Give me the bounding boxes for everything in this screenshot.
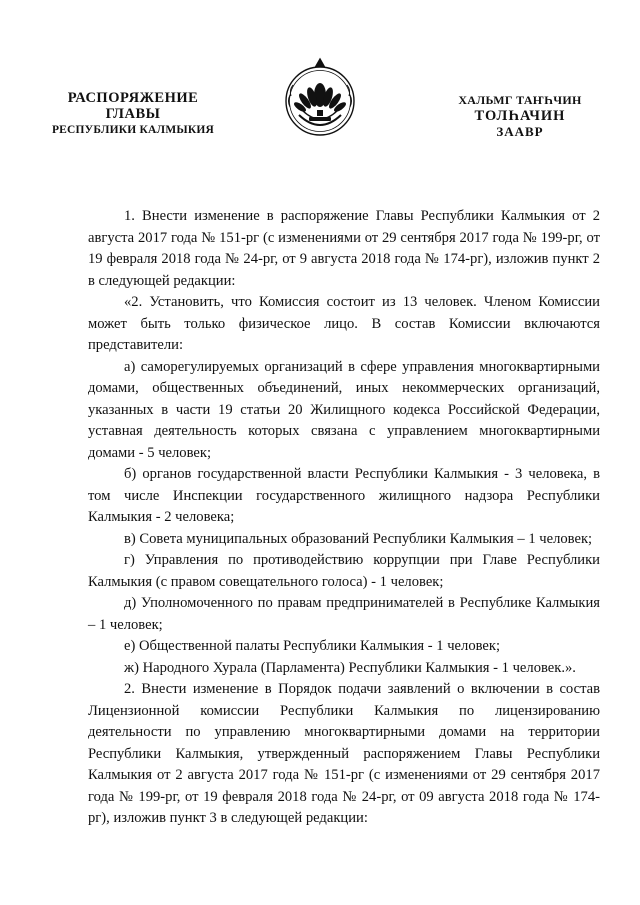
document-body <box>88 206 600 830</box>
paragraph-1: 1. Внести изменение в распоряжение Главы Республики Калмыкия от 2 августа 2017 года № 151-рг (с изменениями от 29 сентября 2017 года № 199-рг, от 19 февраля 2018 года № 24-рг, от 9 августа 2018 года № 174-рг), изложив пункт 2 в следующей редакции: <box>88 208 600 289</box>
header-left-line-3: РЕСПУБЛИКИ КАЛМЫКИЯ <box>51 124 215 136</box>
paragraph-item-b: б) органов государственной власти Республики Калмыкия - 3 человека, в том числе Инспекции государственного жилищного надзора Республики Калмыкия - 2 человека; <box>88 466 600 525</box>
paragraph-item-v: в) Совета муниципальных образований Республики Калмыкия – 1 человек; <box>124 530 593 547</box>
paragraph-2: «2. Установить, что Комиссия состоит из 13 человек. Членом Комиссии может быть только физическое лицо. В состав Комиссии включаются представители: <box>88 294 600 353</box>
paragraph-item-g: г) Управления по противодействию коррупции при Главе Республики Калмыкия (с правом совещательного голоса) - 1 человек; <box>88 552 600 590</box>
paragraph-2-main: 2. Внести изменение в Порядок подачи заявлений о включении в состав Лицензионной комиссии Республики Калмыкия по лицензированию деятельности по управлению многоквартирными домами на территории Республики Калмыкия, утвержденный распоряжением Главы Республики Калмыкия от 2 августа 2017 года № 151-рг (с изменениями от 29 сентября 2017 года № 199-рг, от 19 февраля 2018 года № 24-рг, от 09 августа 2018 года № 174-рг), изложив пункт 3 в следующей редакции: <box>88 681 600 826</box>
header-right-line-3: ЗААВР <box>496 124 544 139</box>
paragraph-item-d: д) Уполномоченного по правам предпринимателей в Республике Калмыкия – 1 человек; <box>88 595 600 633</box>
paragraph-item-a: а) саморегулируемых организаций в сфере управления многоквартирными домами, общественных объединений, иных некоммерческих организаций, указанных в части 19 статьи 20 Жилищного кодекса Российской Федерации, уставная деятельность которых связана с управлением многоквартирными домами - 5 человек; <box>88 358 600 461</box>
header-right-line-2: ТОЛҺАЧИН <box>474 108 566 124</box>
paragraph-item-zh: ж) Народного Хурала (Парламента) Республики Калмыкия - 1 человек.». <box>124 659 576 676</box>
coat-of-arms-icon <box>279 55 361 143</box>
header-left-line-2: ГЛАВЫ <box>105 106 161 122</box>
header-right <box>420 92 620 140</box>
paragraph-item-e: е) Общественной палаты Республики Калмыкия - 1 человек; <box>124 638 501 654</box>
header-left-line-1: РАСПОРЯЖЕНИЕ <box>67 90 199 106</box>
header-left <box>28 90 238 138</box>
header-right-line-1: ХАЛЬМГ ТАҤҺЧИН <box>458 93 582 107</box>
